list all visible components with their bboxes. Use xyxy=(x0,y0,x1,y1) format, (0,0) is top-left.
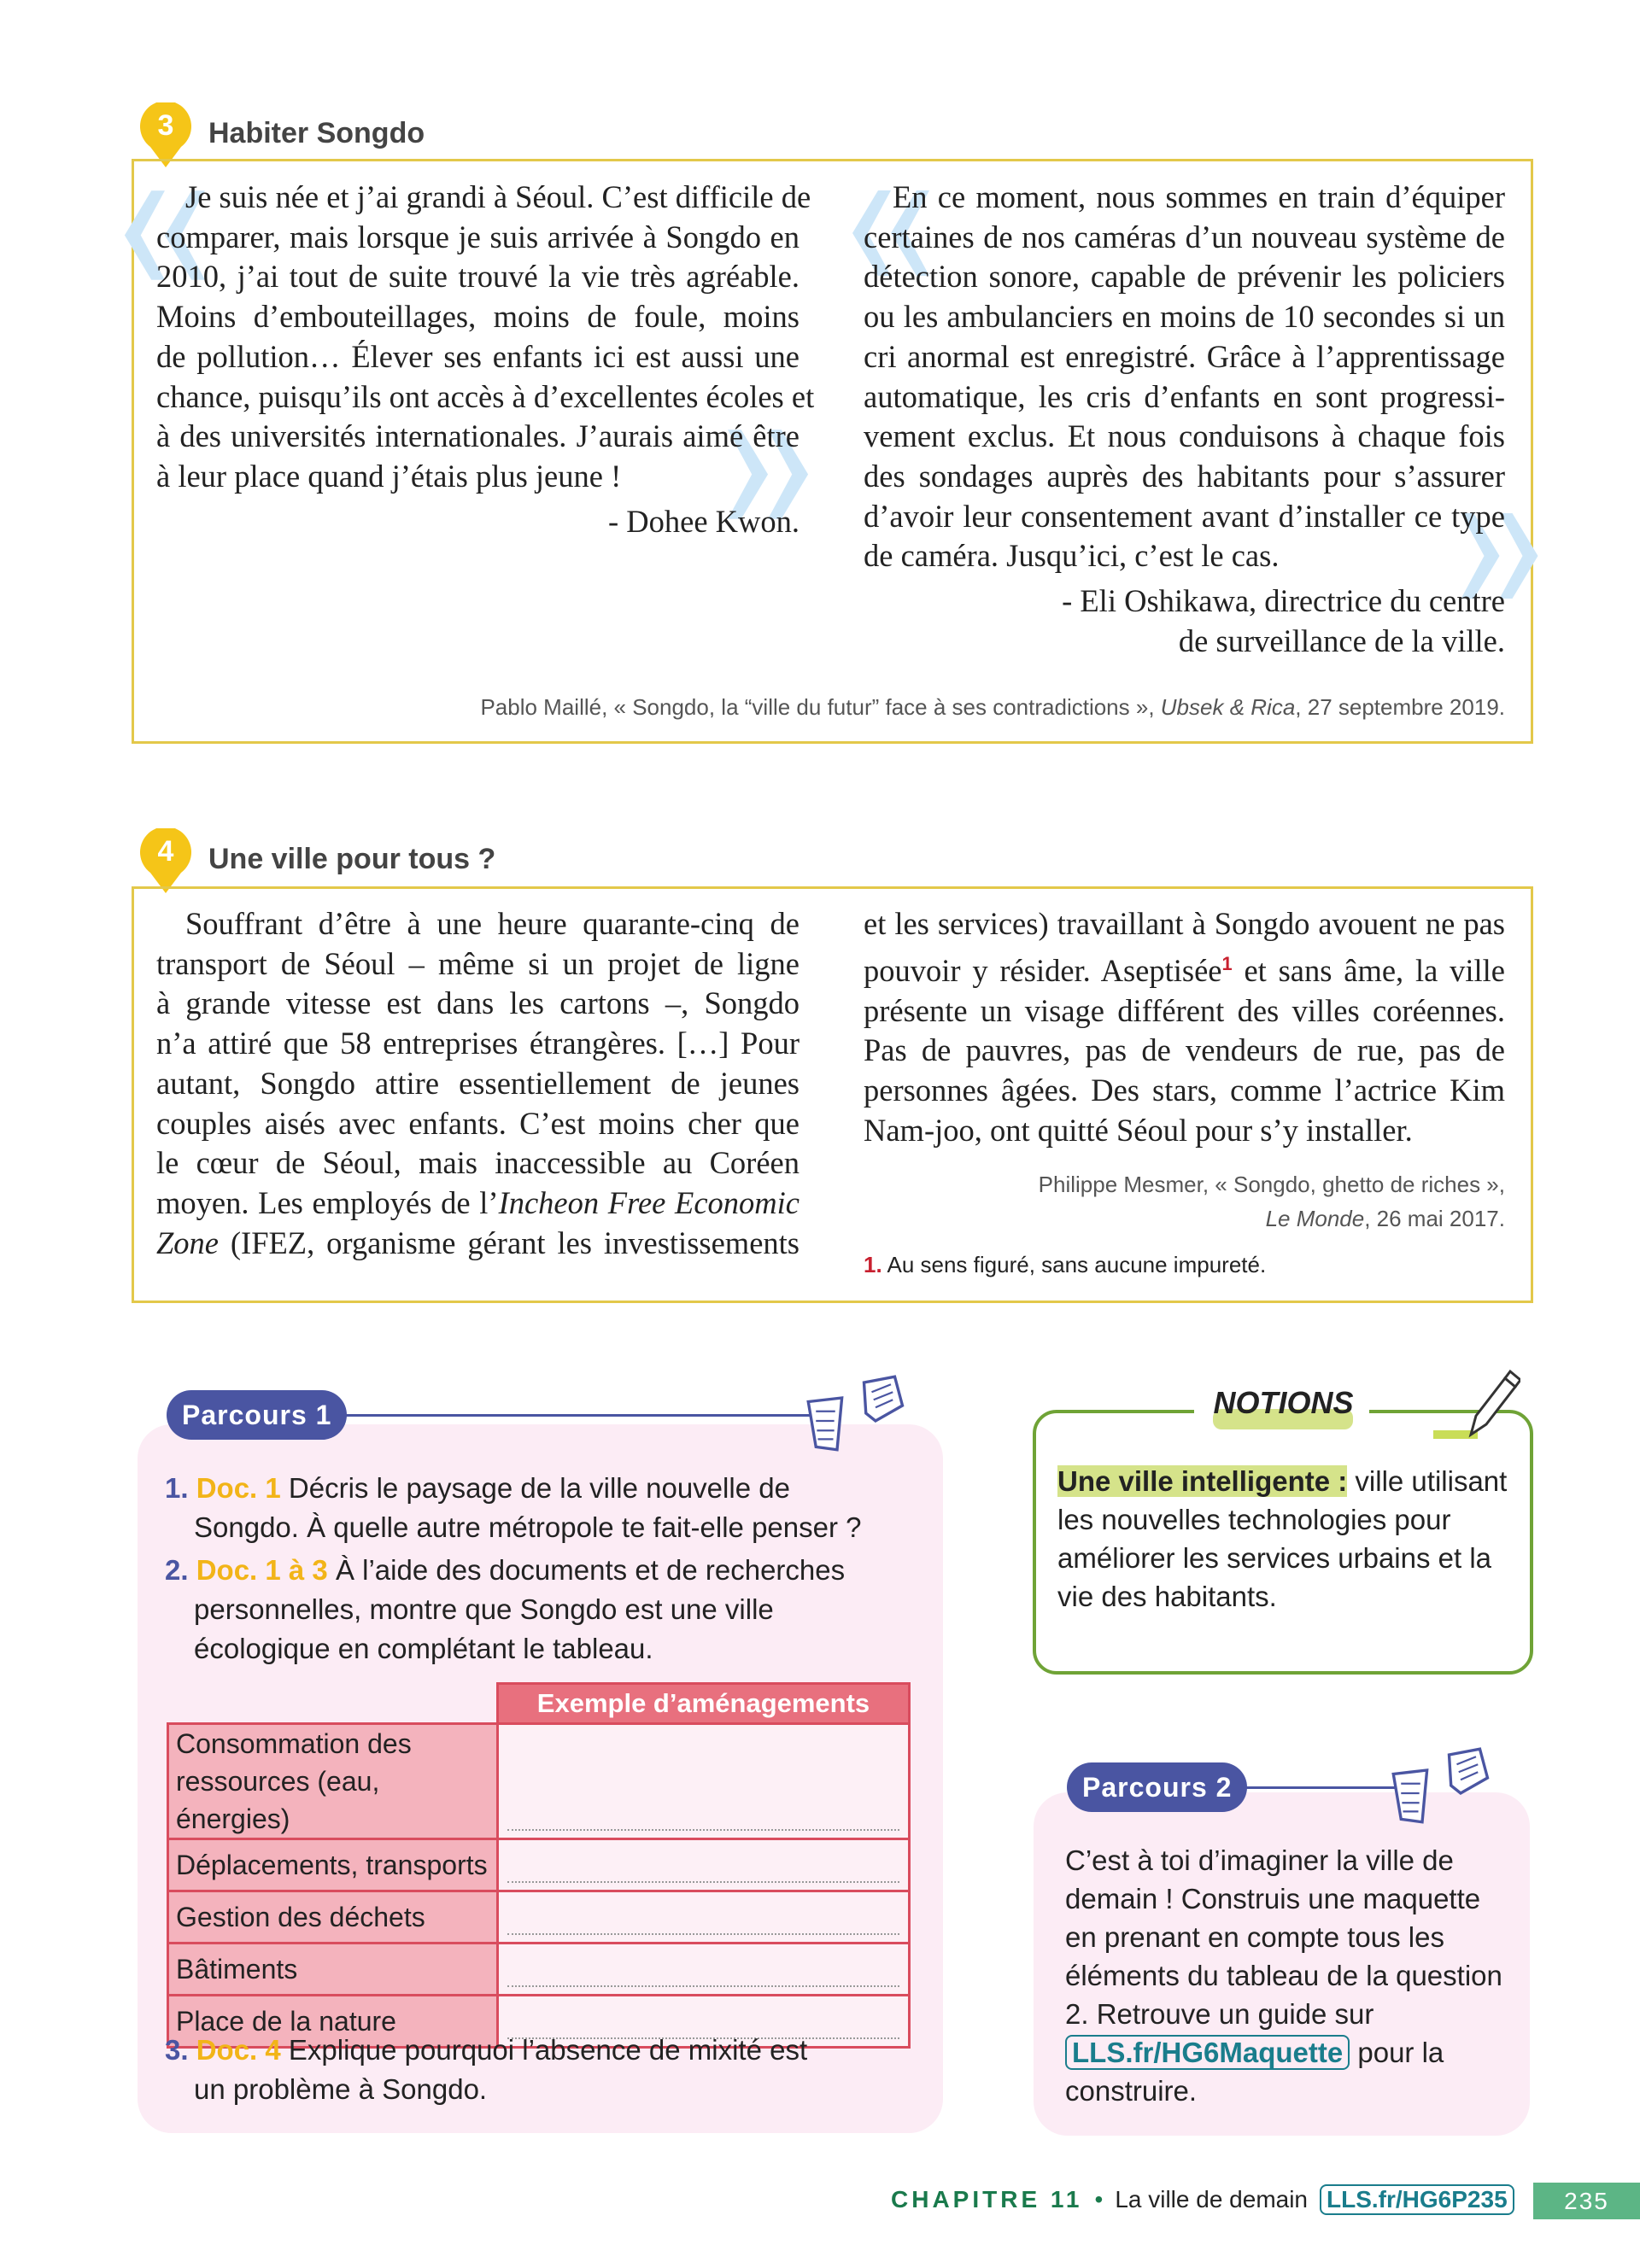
doc-reference: Doc. 4 xyxy=(196,2034,281,2066)
text-line xyxy=(864,1031,1505,1071)
text-segment: transport de Séoul – même si un projet de ligne xyxy=(156,945,800,981)
parcours2-badge: Parcours 2 xyxy=(1067,1762,1247,1812)
text-line xyxy=(864,297,1505,337)
doc3-testimony-2 xyxy=(864,178,1505,661)
doc-number-marker xyxy=(138,102,193,167)
parcours2-body: C’est à toi d’imaginer la ville de demain ! Construis une maquette en prenant en compte tous les éléments du tableau de la question 2. Retrouve un guide sur xyxy=(1065,1844,1502,2030)
text-line xyxy=(864,218,1505,258)
doc3-title: Habiter Songdo xyxy=(208,116,425,149)
text-line xyxy=(156,417,800,457)
text-segment: automatique, les cris d’enfants en sont progressi- xyxy=(864,378,1505,414)
text-line xyxy=(864,1201,1505,1236)
text-line xyxy=(156,904,800,944)
text-line xyxy=(864,1167,1505,1201)
row-label: Déplacements, transports xyxy=(168,1839,498,1891)
text-segment: présente un visage différent des villes coréennes. xyxy=(864,992,1505,1028)
text-segment: Moins d’embouteillages, moins de foule, moins xyxy=(156,299,800,335)
text-line xyxy=(864,536,1505,576)
text-segment: - Eli Oshikawa, directrice du centre xyxy=(1062,583,1505,619)
footnote-text: Au sens figuré, sans aucune impureté. xyxy=(887,1252,1267,1277)
text-segment: à grande vitesse est dans les cartons –, Songdo xyxy=(156,985,800,1021)
text-segment: 2010, j’ai tout de suite trouvé la vie très agréable. xyxy=(156,259,800,295)
parcours1-rule xyxy=(342,1414,820,1417)
ecology-table xyxy=(167,1682,911,2049)
text-segment: et sans âme, la ville xyxy=(1232,952,1505,988)
doc3-header xyxy=(138,102,425,167)
maquette-link[interactable]: LLS.fr/HG6Maquette xyxy=(1065,2035,1350,2070)
text-line xyxy=(156,502,800,542)
question-text: écologique en complétant le tableau. xyxy=(194,1633,653,1664)
text-segment: vement exclus. Et nous conduisons à chaque fois xyxy=(864,418,1505,454)
text-line xyxy=(156,178,811,218)
question-number: 2. xyxy=(165,1554,189,1586)
row-label: Bâtiments xyxy=(168,1944,498,1996)
page-number: 235 xyxy=(1533,2183,1640,2219)
papers-icon xyxy=(1384,1747,1499,1824)
text-segment: détection sonore, capable de prévenir les policiers xyxy=(864,259,1505,295)
text-line xyxy=(156,984,800,1024)
text-segment: de caméra. Jusqu’ici, c’est le cas. xyxy=(864,538,1280,574)
parcours2-text xyxy=(1065,1841,1509,2110)
question-text: Explique pourquoi l’absence de mixité est xyxy=(288,2034,808,2066)
parcours2-body-end: pour la construire. xyxy=(1065,2037,1444,2107)
notions-definition xyxy=(1057,1462,1510,1616)
question-number: 3. xyxy=(165,2034,189,2066)
text-segment: pouvoir y résider. Aseptisée xyxy=(864,952,1222,988)
footnote-number: 1. xyxy=(864,1252,882,1277)
text-line xyxy=(864,417,1505,457)
doc4-header xyxy=(138,828,495,893)
text-line xyxy=(864,991,1505,1032)
text-line xyxy=(156,1143,800,1184)
text-segment: couples aisés avec enfants. C’est moins cher que xyxy=(156,1105,800,1141)
text-line xyxy=(864,1111,1505,1151)
question-text: Songdo. À quelle autre métropole te fait-elle penser ? xyxy=(194,1511,862,1543)
text-segment: , 27 septembre 2019. xyxy=(1295,694,1505,720)
chapter-title: La ville de demain xyxy=(1115,2186,1309,2212)
text-segment: de pollution… Élever ses enfants ici est aussi une xyxy=(156,338,800,374)
row-label: Consommation des ressources (eau, énergies) xyxy=(168,1724,498,1839)
question-text: À l’aide des documents et de recherches xyxy=(335,1554,846,1586)
table-row xyxy=(168,1944,910,1996)
text-line xyxy=(156,690,1505,724)
text-line xyxy=(864,622,1505,662)
text-segment: ou les ambulanciers en moins de 10 secondes si un xyxy=(864,299,1505,335)
text-line xyxy=(156,297,800,337)
doc-reference: Doc. 1 à 3 xyxy=(196,1554,328,1586)
notions-title: NOTIONS xyxy=(1213,1385,1354,1420)
text-line xyxy=(864,1071,1505,1111)
parcours1-q3 xyxy=(165,2031,917,2109)
text-segment: Pas de pauvres, pas de vendeurs de rue, pas de xyxy=(864,1032,1505,1068)
question-text: Décris le paysage de la ville nouvelle de xyxy=(288,1472,790,1504)
text-segment: Philippe Mesmer, « Songdo, ghetto de riches », xyxy=(1038,1172,1505,1197)
text-segment: - Dohee Kwon. xyxy=(607,503,800,539)
text-line xyxy=(156,1184,800,1224)
text-segment: comparer, mais lorsque je suis arrivée à Songdo en xyxy=(156,219,800,254)
answer-field[interactable] xyxy=(498,1839,910,1891)
table-row xyxy=(168,1724,910,1839)
footnote-ref: 1 xyxy=(1221,952,1233,974)
table-row xyxy=(168,1839,910,1891)
text-segment: des sondages auprès des habitants pour s’assurer xyxy=(864,458,1505,494)
text-segment: et les services) travaillant à Songdo avouent ne pas xyxy=(864,906,1505,941)
text-segment: de surveillance de la ville. xyxy=(1178,623,1505,658)
text-segment: moyen. Les employés de l’ xyxy=(156,1184,499,1220)
text-line xyxy=(156,1064,800,1104)
text-segment: personnes âgées. Des stars, comme l’actrice Kim xyxy=(864,1072,1505,1108)
text-line xyxy=(156,218,800,258)
text-line xyxy=(156,1024,800,1064)
notion-term: Une ville intelligente : xyxy=(1057,1465,1348,1497)
pencil-icon xyxy=(1426,1366,1520,1443)
text-line xyxy=(156,377,815,418)
doc4-text-col1 xyxy=(156,904,800,1263)
text-segment: , 26 mai 2017. xyxy=(1364,1206,1505,1231)
text-segment: Pablo Maillé, « Songdo, la “ville du futur” face à ses contradictions », xyxy=(480,694,1161,720)
page-link[interactable]: LLS.fr/HG6P235 xyxy=(1320,2184,1514,2215)
text-segment: Souffrant d’être à une heure quarante-cinq de xyxy=(185,906,800,941)
chapter-label: CHAPITRE 11 xyxy=(891,2186,1083,2212)
text-segment: Nam-joo, ont quitté Séoul pour s’y installer. xyxy=(864,1112,1413,1148)
text-segment: Je suis née et j’ai grandi à Séoul. C’est difficile de xyxy=(185,179,811,214)
table-header: Exemple d’aménagements xyxy=(498,1684,910,1724)
text-segment: cri anormal est enregistré. Grâce à l’apprentissage xyxy=(864,338,1505,374)
text-line xyxy=(864,497,1505,537)
text-line xyxy=(156,337,800,377)
question-number: 1. xyxy=(165,1472,189,1504)
doc3-testimony-1 xyxy=(156,178,815,541)
text-line xyxy=(864,377,1505,418)
doc-number: 4 xyxy=(157,835,174,868)
text-segment: Incheon Free Economic xyxy=(498,1184,800,1220)
text-line xyxy=(156,457,800,497)
text-line xyxy=(156,1224,800,1264)
text-line xyxy=(156,944,800,985)
question-text: un problème à Songdo. xyxy=(194,2073,488,2105)
text-segment: chance, puisqu’ils ont accès à d’excellentes écoles et xyxy=(156,378,815,414)
text-line xyxy=(864,257,1505,297)
notion-text: ville utilisant les nouvelles technologies pour améliorer les services urbains et la vie des habitants. xyxy=(1057,1465,1508,1612)
row-label: Place de la nature xyxy=(168,1996,498,2048)
text-segment: d’avoir leur consentement avant d’installer ce type xyxy=(864,498,1505,534)
text-line xyxy=(864,944,1505,991)
text-segment: certaines de nos caméras d’un nouveau système de xyxy=(864,219,1505,254)
parcours1-badge: Parcours 1 xyxy=(167,1390,347,1440)
table-row xyxy=(168,1891,910,1944)
text-segment: Ubsek & Rica xyxy=(1160,694,1296,720)
row-label: Gestion des déchets xyxy=(168,1891,498,1944)
text-line xyxy=(864,582,1505,622)
text-line xyxy=(864,904,1505,944)
separator: • xyxy=(1094,2186,1104,2212)
text-segment: En ce moment, nous sommes en train d’équiper xyxy=(893,179,1505,214)
text-segment: Le Monde xyxy=(1265,1206,1365,1231)
doc4-text-col2 xyxy=(864,904,1505,1150)
text-line xyxy=(864,337,1505,377)
doc4-footnote xyxy=(864,1252,1266,1278)
doc-reference: Doc. 1 xyxy=(196,1472,281,1504)
text-segment: à des universités internationales. J’aurais aimé être xyxy=(156,418,800,454)
answer-field[interactable] xyxy=(498,1944,910,1996)
parcours2-rule xyxy=(1243,1786,1397,1789)
text-line xyxy=(864,457,1505,497)
parcours1-q1 xyxy=(165,1469,917,1669)
text-segment: autant, Songdo attire essentiellement de jeunes xyxy=(156,1065,800,1101)
doc-number-marker xyxy=(138,828,193,893)
question-text: personnelles, montre que Songdo est une ville xyxy=(194,1593,774,1625)
doc-number: 3 xyxy=(157,109,174,142)
text-line xyxy=(156,1104,800,1144)
text-line xyxy=(864,178,1505,218)
doc3-source xyxy=(156,690,1505,724)
text-segment: le cœur de Séoul, mais inaccessible au Coréen xyxy=(156,1145,800,1181)
text-segment: (IFEZ, organisme gérant les investissements xyxy=(219,1225,800,1260)
text-segment: Zone xyxy=(156,1225,219,1260)
answer-field[interactable] xyxy=(498,1724,910,1839)
text-segment: n’a attiré que 58 entreprises étrangères. […] Pour xyxy=(156,1026,800,1061)
doc4-source xyxy=(864,1167,1505,1236)
papers-icon xyxy=(799,1375,914,1452)
doc4-title: Une ville pour tous ? xyxy=(208,842,496,875)
answer-field[interactable] xyxy=(498,1891,910,1944)
page-footer xyxy=(891,2184,1514,2215)
text-segment: à leur place quand j’étais plus jeune ! xyxy=(156,458,622,494)
text-line xyxy=(156,257,800,297)
